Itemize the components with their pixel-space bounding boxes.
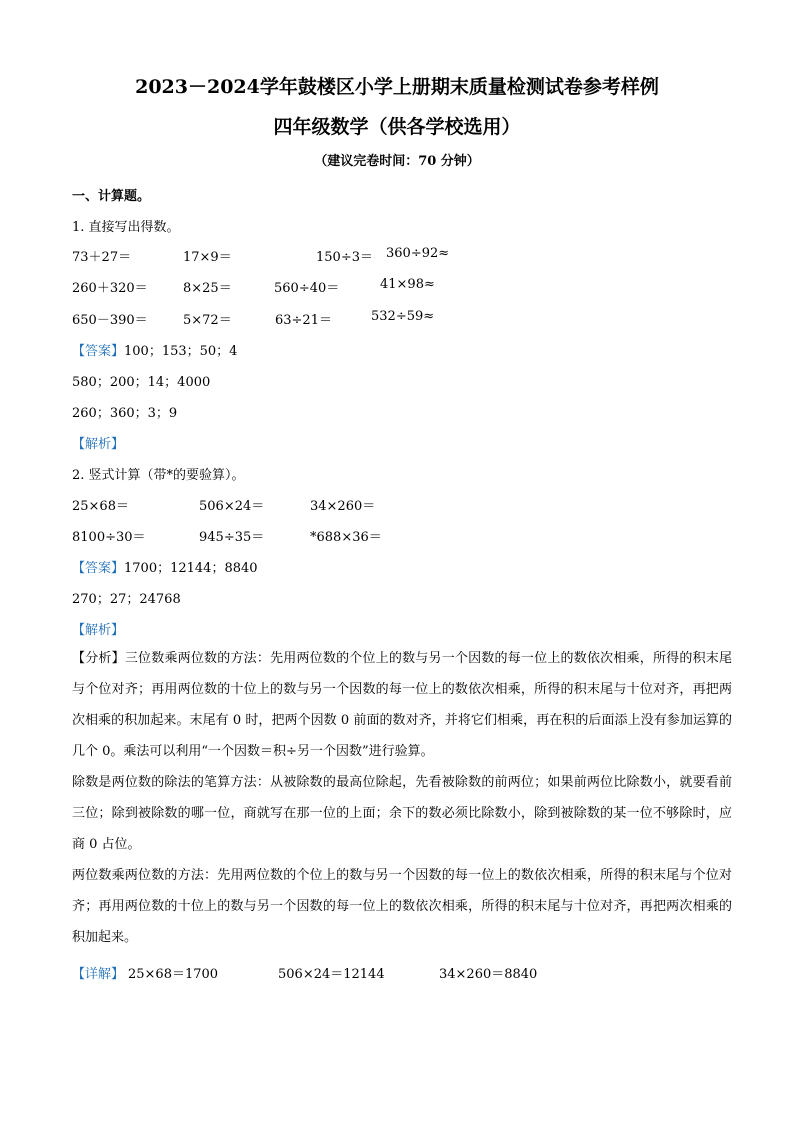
answer-text: 260；360；3；9: [72, 406, 178, 421]
q1-item: 560÷40＝: [274, 281, 340, 296]
fenxi-text: 三位数乘两位数的方法：先用两位数的个位上的数与另一个因数的每一位上的数依次相乘，所得的积末尾与个位对齐；再用两位数的十位上的数与另一个因数的每一位上的数依次相乘，所得的积末尾与十位对齐，再把两次相乘的积加起来。末尾有 0 时，把两个因数 0 前面的数对齐，并将它们相乘，再在积的后面添上没有参加运算的几个 0。乘法可以利用“一个因数＝积÷另一个因数”进行验算。: [72, 651, 732, 759]
analysis-paragraph: 两位数乘两位数的方法：先用两位数的个位上的数与另一个因数的每一位上的数依次相乘，所得的积末尾与个位对齐；再用两位数的十位上的数与另一个因数的每一位上的数依次相乘，所得的积末尾与十位对齐，再把两次相乘的积加起来。: [72, 868, 732, 945]
answer-text: 100；153；50；4: [124, 344, 238, 359]
q2-item: *688×36＝: [310, 530, 382, 545]
detail-item: 25×68＝1700: [128, 967, 219, 982]
q1-item: 8×25＝: [183, 281, 232, 296]
q1-item: 260＋320＝: [72, 281, 148, 296]
q1-item: 360÷92≈: [386, 246, 450, 261]
q1-item: 532÷59≈: [371, 309, 435, 324]
q1-item: 650－390＝: [72, 313, 148, 328]
answer-text: 1700；12144；8840: [124, 561, 258, 576]
q1-prompt: 1. 直接写出得数。: [72, 220, 180, 235]
q1-item: 63÷21＝: [275, 313, 332, 328]
analysis-tag: 【解析】: [72, 623, 125, 638]
answer-tag: 【答案】: [72, 561, 125, 576]
q1-item: 150÷3＝: [316, 250, 373, 265]
page-title: 2023－2024学年鼓楼区小学上册期末质量检测试卷参考样例: [135, 76, 659, 98]
analysis-paragraph: 除数是两位数的除法的笔算方法：从被除数的最高位除起，先看被除数的前两位；如果前两位比除数小，就要看前三位；除到被除数的哪一位，商就写在那一位的上面；余下的数必须比除数小，除到被除数的某一位不够除时，应商 0 占位。: [72, 775, 732, 852]
q2-item: 506×24＝: [199, 499, 265, 514]
q2-prompt: 2. 竖式计算（带*的要验算）。: [72, 468, 245, 483]
q1-item: 73＋27＝: [72, 250, 132, 265]
analysis-tag: 【解析】: [72, 437, 125, 452]
q1-answer: [72, 340, 237, 359]
answer-text: 580；200；14；4000: [72, 375, 211, 390]
analysis-paragraph: [72, 643, 732, 767]
page-subtitle: 四年级数学（供各学校选用）: [273, 116, 521, 138]
fenxi-tag: 【分析】: [72, 651, 125, 666]
q2-item: 8100÷30＝: [72, 530, 146, 545]
q1-item: 41×98≈: [380, 277, 435, 292]
section-heading: 一、计算题。: [72, 189, 151, 204]
time-note: （建议完卷时间：70 分钟）: [314, 154, 480, 169]
q2-item: 945÷35＝: [199, 530, 265, 545]
answer-tag: 【答案】: [72, 344, 125, 359]
q2-item: 25×68＝: [72, 499, 129, 514]
q1-item: 17×9＝: [183, 250, 232, 265]
q1-item: 5×72＝: [183, 313, 232, 328]
detail-item: 34×260＝8840: [439, 967, 538, 982]
q2-item: 34×260＝: [310, 499, 376, 514]
detail-item: 506×24＝12144: [278, 967, 385, 982]
detail-tag: 【详解】: [72, 967, 125, 982]
q2-answer: [72, 557, 258, 576]
answer-text: 270；27；24768: [72, 592, 181, 607]
